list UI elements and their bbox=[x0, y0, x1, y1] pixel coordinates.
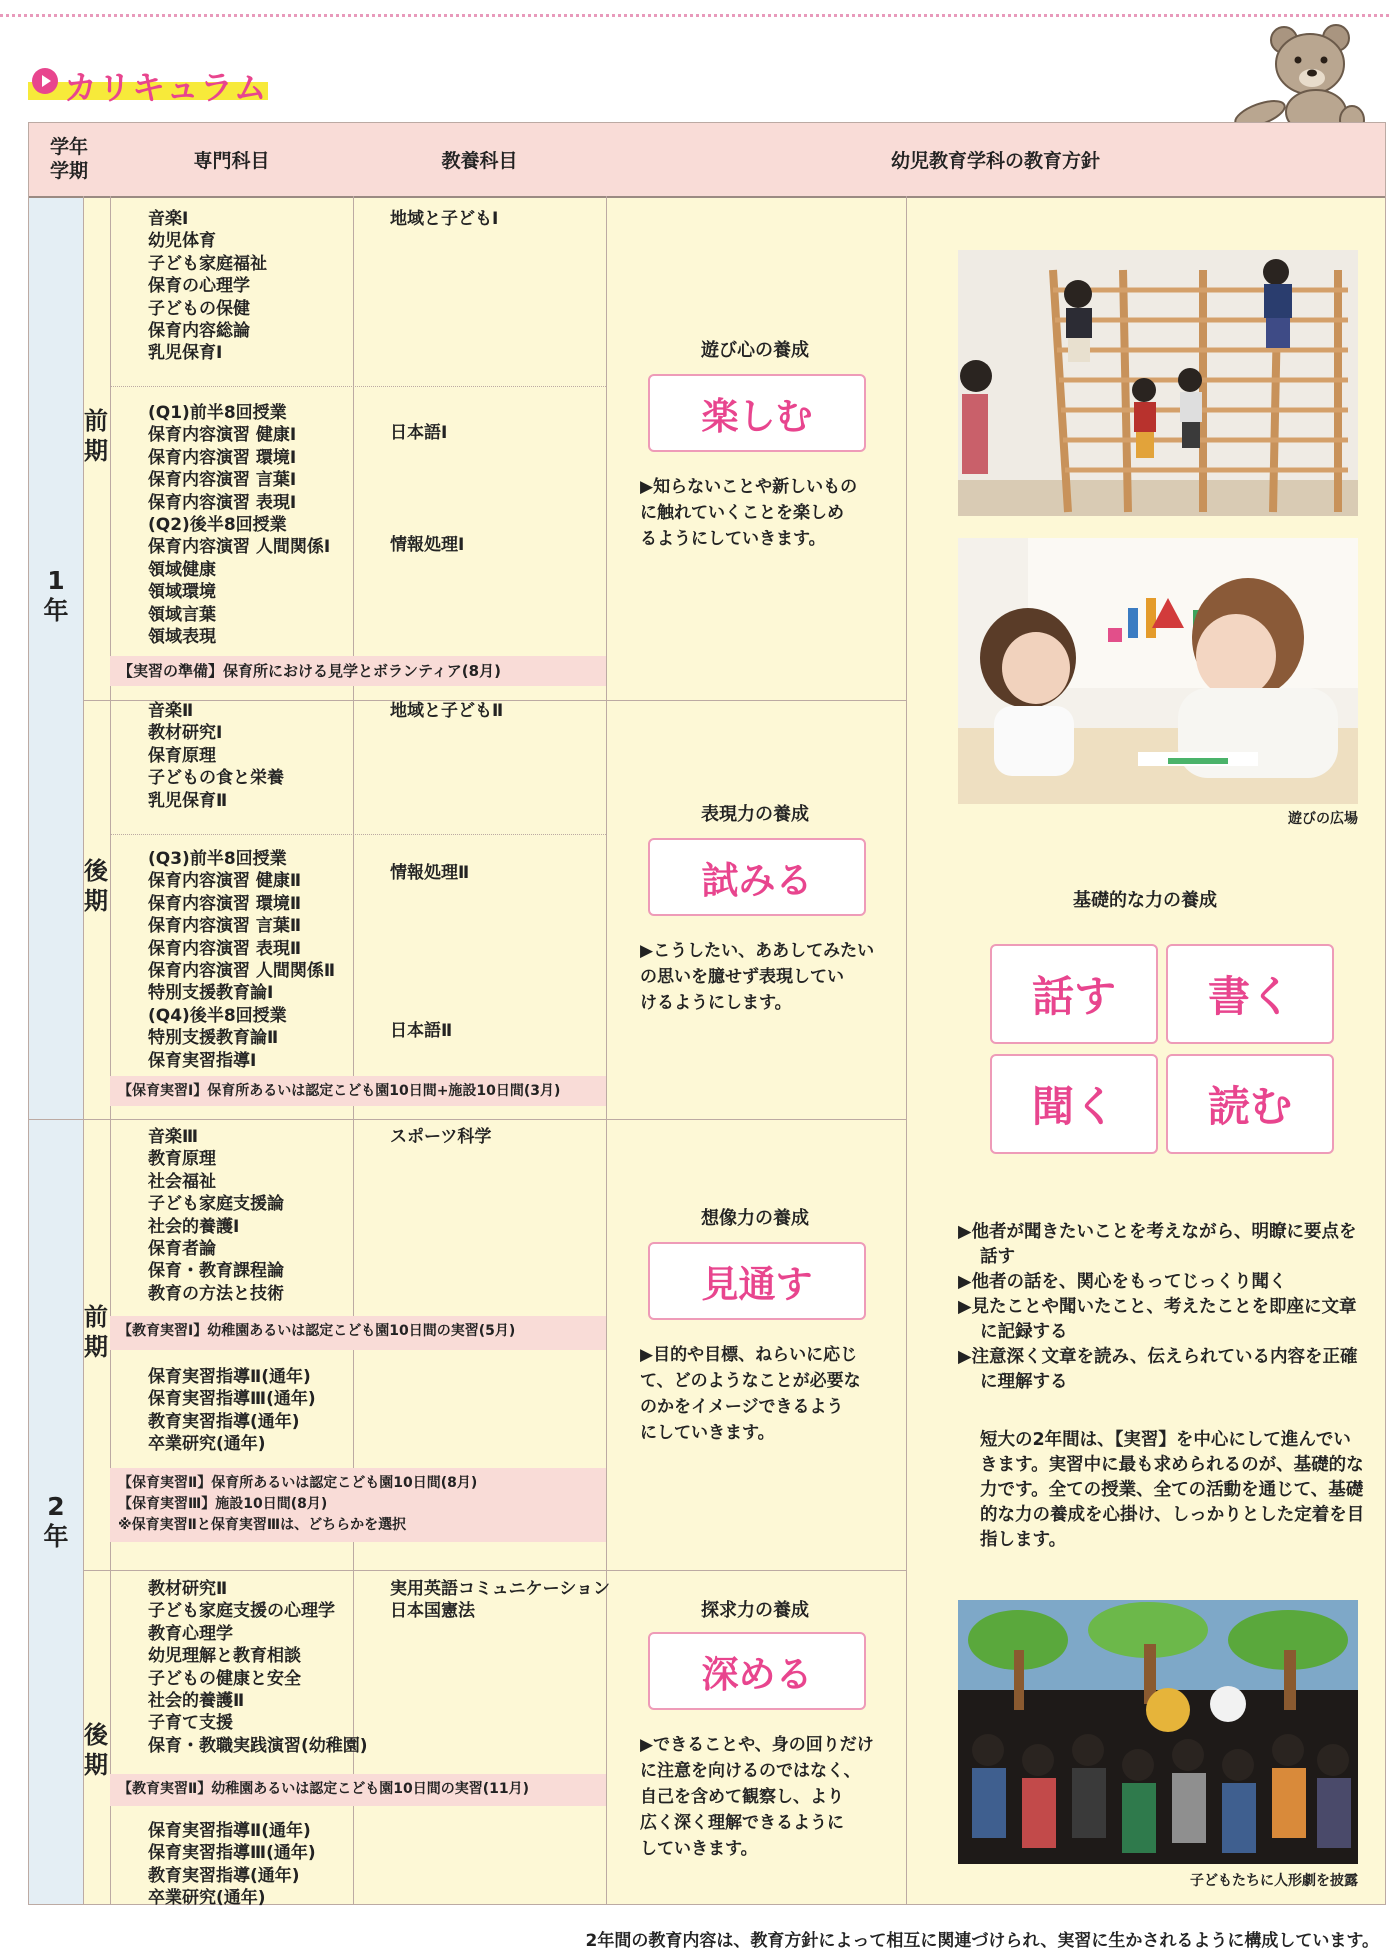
year-1-label: 1年 bbox=[43, 566, 69, 625]
y2-first-spec-2: 保育実習指導Ⅱ(通年) 保育実習指導Ⅲ(通年) 教育実習指導(通年) 卒業研究(通年) bbox=[148, 1367, 316, 1455]
policy-1-heading: 遊び心の養成 bbox=[701, 340, 809, 361]
policy-4-desc: ▶できることや、身の回りだけ に注意を向けるのではなく、 自己を含めて観察し、より 広く深く理解できるように していきます。 bbox=[640, 1735, 874, 1859]
y2-first-practicum-band-2: 【保育実習Ⅱ】保育所あるいは認定こども園10日間(8月) 【保育実習Ⅲ】施設10日間(8月) ※保育実習Ⅱと保育実習Ⅲは、どちらかを選択 bbox=[110, 1468, 606, 1542]
policy-2-desc: ▶こうしたい、ああしてみたい の思いを臆せず表現してい けるようにします。 bbox=[640, 941, 875, 1013]
y1-first-spec-1: 音楽Ⅰ 幼児体育 子ども家庭福祉 保育の心理学 子どもの保健 保育内容総論 乳児保育Ⅰ bbox=[148, 209, 267, 364]
year-2-label: 2年 bbox=[43, 1492, 69, 1551]
photo-caption-2: 子どもたちに人形劇を披露 bbox=[1190, 1873, 1358, 1889]
y1-second-gen-2b: 日本語Ⅱ bbox=[390, 1021, 453, 1041]
y2-first-gen-1: スポーツ科学 bbox=[390, 1127, 492, 1147]
top-dotted-rule bbox=[0, 14, 1389, 17]
policy-2-word: 試みる bbox=[648, 838, 866, 916]
photo-caption-1: 遊びの広場 bbox=[1288, 811, 1358, 827]
y1-second-term-label: 後期 bbox=[84, 857, 108, 915]
teacher-child-image bbox=[958, 538, 1358, 804]
header-policy: 幼児教育学科の教育方針 bbox=[606, 122, 1385, 196]
policy-3-heading: 想像力の養成 bbox=[701, 1208, 809, 1229]
y1-second-spec-2: (Q3)前半8回授業 保育内容演習 健康Ⅱ 保育内容演習 環境Ⅱ 保育内容演習 言葉Ⅱ 保育内容演習 表現Ⅱ 保育内容演習 人間関係Ⅱ 特別支援教育論Ⅰ (Q4)後半8回授業 特別支援教育論Ⅱ 保育実習指導Ⅰ bbox=[148, 849, 336, 1071]
page-title: カリキュラム bbox=[64, 68, 268, 107]
y1-first-spec-2: (Q1)前半8回授業 保育内容演習 健康Ⅰ 保育内容演習 環境Ⅰ 保育内容演習 言葉Ⅰ 保育内容演習 表現Ⅰ (Q2)後半8回授業 保育内容演習 人間関係Ⅰ 領域健康 領域環境 領域言葉 領域表現 bbox=[148, 403, 331, 648]
policy-1-word: 楽しむ bbox=[648, 374, 866, 452]
y2-first-term-label: 前期 bbox=[84, 1303, 108, 1361]
y1-second-practicum-band: 【保育実習Ⅰ】保育所あるいは認定こども園10日間+施設10日間(3月) bbox=[110, 1076, 606, 1106]
y2-second-gen-1: 実用英語コミュニケーション 日本国憲法 bbox=[390, 1579, 610, 1622]
policy-4-word: 深める bbox=[648, 1632, 866, 1710]
basic-bullet: ▶注意深く文章を読み、伝えられている内容を正確に理解する bbox=[958, 1347, 1358, 1392]
curriculum-table bbox=[28, 122, 1386, 1909]
y1-first-term-label: 前期 bbox=[84, 407, 108, 465]
y1-first-gen-2b: 情報処理Ⅰ bbox=[390, 535, 465, 555]
header-year-term: 学年 学期 bbox=[28, 122, 111, 196]
y2-first-spec-1: 音楽Ⅲ 教育原理 社会福祉 子ども家庭支援論 社会的養護Ⅰ 保育者論 保育・教育課程論 教育の方法と技術 bbox=[148, 1127, 284, 1304]
y2-second-spec-1: 教材研究Ⅱ 子ども家庭支援の心理学 教育心理学 幼児理解と教育相談 子どもの健康と安全 社会的養護Ⅱ 子育て支援 保育・教職実践演習(幼稚園) bbox=[148, 1579, 368, 1756]
photo-teacher-child bbox=[958, 538, 1358, 804]
puppet-show-image bbox=[958, 1600, 1358, 1864]
year-column bbox=[28, 196, 83, 1904]
y1-first-practicum-band: 【実習の準備】保育所における見学とボランティア(8月) bbox=[110, 656, 606, 686]
basic-heading: 基礎的な力の養成 bbox=[1073, 890, 1217, 911]
policy-4-heading: 探求力の養成 bbox=[701, 1600, 809, 1621]
y1-first-gen-1: 地域と子どもⅠ bbox=[390, 209, 499, 229]
footer-note: 2年間の教育内容は、教育方針によって相互に関連づけられ、実習に生かされるように構成しています。 bbox=[585, 1931, 1379, 1951]
basic-paragraph: 短大の2年間は、【実習】を中心にして進んでいきます。実習中に最も求められるのが、基礎的な力です。全ての授業、全ての活動を通じて、基礎的な力の養成を心掛け、しっかりとした定着を目指します。 bbox=[980, 1430, 1365, 1550]
basic-bullet: ▶見たことや聞いたこと、考えたことを即座に文章に記録する bbox=[958, 1297, 1357, 1342]
y2-second-spec-2: 保育実習指導Ⅱ(通年) 保育実習指導Ⅲ(通年) 教育実習指導(通年) 卒業研究(通年) bbox=[148, 1821, 316, 1909]
y2-first-practicum-band-1: 【教育実習Ⅰ】幼稚園あるいは認定こども園10日間の実習(5月) bbox=[110, 1316, 606, 1350]
climbing-wall-image bbox=[958, 250, 1358, 516]
y1-second-gen-1: 地域と子どもⅡ bbox=[390, 701, 504, 721]
photo-puppet-show bbox=[958, 1600, 1358, 1864]
y1-second-spec-1: 音楽Ⅱ 教材研究Ⅰ 保育原理 子どもの食と栄養 乳児保育Ⅱ bbox=[148, 701, 284, 811]
skill-speak: 話す bbox=[990, 944, 1158, 1044]
photo-climbing-wall bbox=[958, 250, 1358, 516]
y2-second-term-label: 後期 bbox=[84, 1721, 108, 1779]
header-general: 教養科目 bbox=[353, 122, 607, 196]
y2-second-practicum-band: 【教育実習Ⅱ】幼稚園あるいは認定こども園10日間の実習(11月) bbox=[110, 1774, 606, 1806]
policy-3-word: 見通す bbox=[648, 1242, 866, 1320]
y1-first-gen-2a: 日本語Ⅰ bbox=[390, 423, 448, 443]
teddy-bear-illustration bbox=[1232, 18, 1372, 138]
policy-1-desc: ▶知らないことや新しいもの に触れていくことを楽しめ るようにしていきます。 bbox=[640, 477, 858, 549]
basic-bullet: ▶他者の話を、関心をもってじっくり聞く bbox=[958, 1272, 1287, 1292]
policy-2-heading: 表現力の養成 bbox=[701, 804, 809, 825]
y1-second-gen-2a: 情報処理Ⅱ bbox=[390, 863, 470, 883]
basic-bullet: ▶他者が聞きたいことを考えながら、明瞭に要点を話す bbox=[958, 1222, 1357, 1267]
basic-bullets bbox=[958, 1220, 1368, 1395]
skill-listen: 聞く bbox=[990, 1054, 1158, 1154]
policy-3-desc: ▶目的や目標、ねらいに応じ て、どのようなことが必要な のかをイメージできるよう にしていきます。 bbox=[640, 1345, 861, 1443]
skill-write: 書く bbox=[1166, 944, 1334, 1044]
skill-read: 読む bbox=[1166, 1054, 1334, 1154]
header-specialized: 専門科目 bbox=[110, 122, 354, 196]
play-circle-icon bbox=[32, 68, 58, 94]
